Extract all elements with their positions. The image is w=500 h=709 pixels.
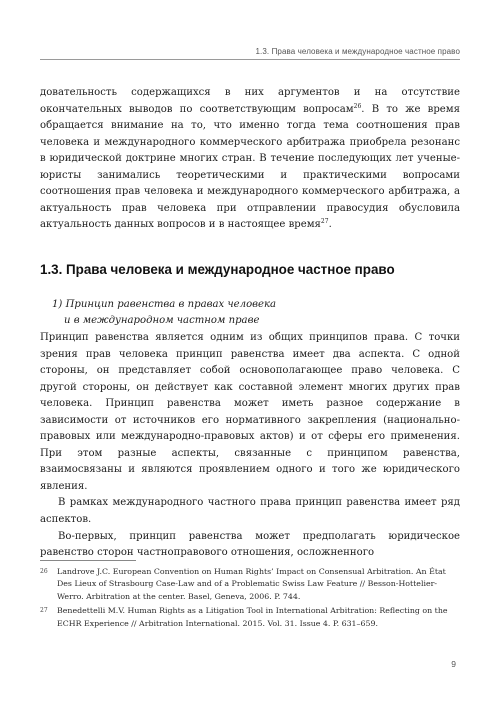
- subsection-heading: [52, 297, 452, 329]
- footnote-number: 26: [40, 568, 48, 575]
- paragraph-pil-aspects: В рамках международного частного права принцип равенства имеет ряд аспектов.: [40, 497, 460, 526]
- footnotes: [40, 566, 460, 633]
- paragraph-equality-principle: Принцип равенства является одним из общих принципов права. С точки зрения прав человека принцип равенства имеет два аспекта. С одной стороны, он представляет собой основополагающее право человека. С другой стороны, он действует как составной элемент многих других прав человека. Принцип равенства может иметь разное содержание в зависимости от источников его нормативного закрепления (национально-правовых или международно-правовых актов) и от сферы его применения. При этом разные аспекты, связанные с принципом равенства, взаимосвязаны и являются проявлением одного и того же юридического явления.: [40, 332, 460, 492]
- continuation-text-part2: . В то же время обращается внимание на то, что именно тогда тема соотношения прав человека и международного коммерческого арбитража приобрела резонанс в юридической доктрине многих стран. В течение последующих лет ученые-юристы занимались теоретическими и практическими вопросами соотношения прав человека и международного коммерческого арбитража, а актуальность прав человека при отправлении правосудия обусловила актуальность данных вопросов и в настоящее время: [40, 103, 460, 231]
- footnote-number: 27: [40, 607, 48, 615]
- paragraph-first-aspect: Во-первых, принцип равенства может предполагать юридическое равенство сторон частноправового отношения, осложненного: [40, 530, 460, 559]
- running-header: 1.3. Права человека и международное частное право: [255, 47, 460, 56]
- header-divider: [40, 59, 460, 60]
- continuation-text-end: .: [328, 219, 332, 231]
- footnote-divider: [40, 560, 136, 561]
- footnote-ref-27[interactable]: 27: [320, 218, 329, 226]
- footnote-text: Benedettelli M.V. Human Rights as a Litigation Tool in International Arbitration: Reflecting on the ECHR Experience // Arbitration International. 2015. Vol. 31. Issue 4. P. 631–659.: [57, 606, 448, 628]
- footnote-27: [40, 605, 460, 630]
- section-heading: 1.3. Права человека и международное частное право: [40, 262, 395, 277]
- subsection-heading-line2: и в международном частном праве: [64, 315, 260, 326]
- footnote-ref-26[interactable]: 26: [353, 102, 362, 110]
- subsection-heading-line1: 1) Принцип равенства в правах человека: [52, 299, 277, 310]
- section-body: [40, 330, 460, 562]
- footnote-26: [40, 566, 460, 603]
- continuation-paragraph: [40, 85, 460, 234]
- footnote-text: Landrove J.C. European Convention on Human Rights’ Impact on Consensual Arbitration. An État Des Lieux of Strasbourg Case-Law and of a Problematic Swiss Law Feature // Besson-Hottelier-Werro. Arbitration at the center. Basel, Geneva, 2006. P. 744.: [57, 567, 446, 601]
- page-number: 9: [451, 659, 456, 669]
- continuation-text-part1: довательность содержащихся в них аргументов и на отсутствие окончательных выводов по соответствующим вопросам: [40, 87, 460, 115]
